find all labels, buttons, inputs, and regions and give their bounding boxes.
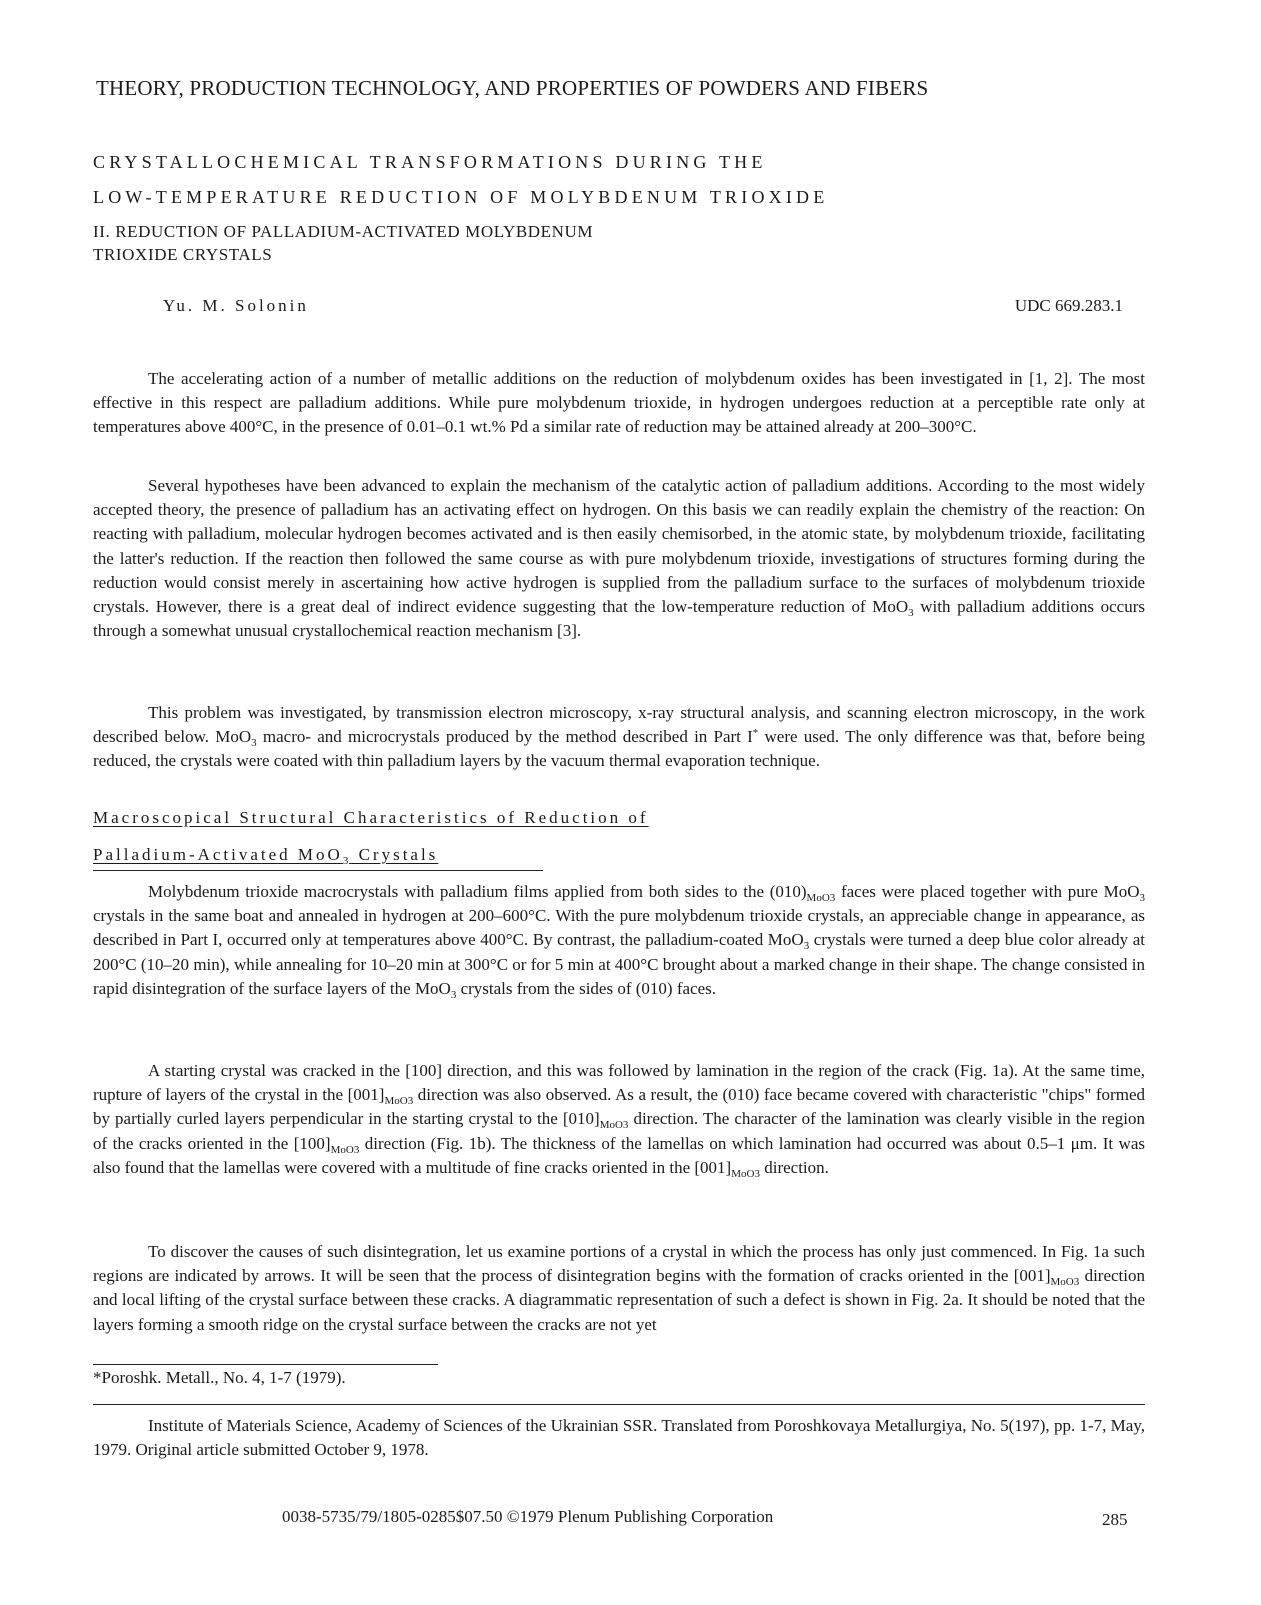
section-banner: THEORY, PRODUCTION TECHNOLOGY, AND PROPERTIES OF POWDERS AND FIBERS <box>96 76 929 100</box>
paragraph-intro: The accelerating action of a number of metallic additions on the reduction of molybdenum oxides has been investigated in [1, 2]. The most effective in this respect are palladium additions. While pure molybdenum trioxide, in hydrogen undergoes reduction at a perceptible rate only at temperatures above 400°C, in the presence of 0.01–0.1 wt.% Pd a similar rate of reduction may be attained already at 200–300°C. <box>93 369 1145 437</box>
p3-footnote-mark: * <box>752 727 759 740</box>
p4-text-a: Molybdenum trioxide macrocrystals with palladium films applied from both sides to the (010) <box>148 882 807 901</box>
page-number: 285 <box>1102 1510 1128 1529</box>
author-name: Yu. M. Solonin <box>163 296 309 315</box>
p5-text-a: A starting crystal was cracked in the [100] direction, and this was followed by lamination in the region of the crack (Fig. 1a). At the same time, rupture of layers of the crystal in the [001] <box>93 1061 1145 1105</box>
p6-text-b: direction and local lifting of the crystal surface between these cracks. A diagrammatic representation of such a defect is shown in Fig. 2a. It should be noted that the layers forming a smooth ridge on the crystal surface between the cracks are not yet <box>93 1266 1145 1334</box>
p5-sub-1: MoO3 <box>384 1095 414 1108</box>
p4-text-c: crystals in the same boat and annealed in hydrogen at 200–600°C. With the pure molybdenum trioxide crystals, an appreciable change in appearance, as described in Part I, occurred only at temperatures above 400°C. By contrast, the palladium-coated MoO <box>93 906 1145 950</box>
p4-sub-1: MoO3 <box>806 892 836 904</box>
p6-sub: MoO3 <box>1050 1276 1080 1289</box>
p5-sub-2: MoO3 <box>599 1119 629 1132</box>
article-subtitle-line-2: TRIOXIDE CRYSTALS <box>93 245 273 264</box>
p4-text-d: crystals were turned a deep blue color already at 200°C (10–20 min), while annealing for 10–20 min at 300°C or for 5 min at 400°C brought about a marked change in their shape. The change consisted in rapid disintegration of the surface layers of the MoO <box>93 930 1145 998</box>
p4-text-b: faces were placed together with pure MoO <box>835 882 1140 901</box>
p4-sub-3: 3 <box>803 940 810 953</box>
section-heading-line-2 <box>93 845 438 865</box>
p2-text-b: with palladium additions occurs through a somewhat unusual crystallochemical reaction mechanism [3]. <box>93 597 1145 641</box>
p5-text-c: direction. The character of the lamination was clearly visible in the region of the cracks oriented in the [100] <box>93 1109 1145 1153</box>
p3-sub: 3 <box>251 737 257 750</box>
section-heading-line-1: Macroscopical Structural Characteristics of Reduction of <box>93 808 649 827</box>
paragraph-disintegration <box>93 1240 1145 1337</box>
p4-sub-4: 3 <box>450 988 457 1001</box>
article-title-line-1: CRYSTALLOCHEMICAL TRANSFORMATIONS DURING THE <box>93 152 767 172</box>
heading-rule <box>93 870 543 871</box>
p5-text-d: direction (Fig. 1b). The thickness of the lamellas on which lamination had occurred was about 0.5–1 μm. It was also found that the lamellas were covered with a multitude of fine cracks oriented in the [001] <box>93 1133 1145 1177</box>
heading2-text-a: Palladium-Activated MoO <box>93 845 343 864</box>
article-title-line-2: LOW-TEMPERATURE REDUCTION OF MOLYBDENUM TRIOXIDE <box>93 187 829 207</box>
paragraph-hypotheses <box>93 474 1145 643</box>
paragraph-method <box>93 701 1145 774</box>
p2-sub: 3 <box>908 607 914 620</box>
paragraph-macrocrystals <box>93 880 1145 1001</box>
heading2-sub: 3 <box>342 855 352 867</box>
p5-sub-4: MoO3 <box>731 1167 760 1180</box>
udc-code: UDC 669.283.1 <box>1014 296 1123 315</box>
p6-text-a: To discover the causes of such disintegration, let us examine portions of a crystal in which the process has only just commenced. In Fig. 1a such regions are indicated by arrows. It will be seen that the process of disintegration begins with the formation of cracks oriented in the [001] <box>93 1242 1145 1286</box>
affiliation-note: Institute of Materials Science, Academy of Sciences of the Ukrainian SSR. Translated from Poroshkovaya Metallurgiya, No. 5(197), pp. 1-7, May, 1979. Original article submitted October 9, 1978. <box>93 1416 1145 1459</box>
heading2-text-b: Crystals <box>351 845 439 864</box>
affiliation-rule <box>93 1404 1145 1405</box>
p4-text-e: crystals from the sides of (010) faces. <box>456 978 716 998</box>
p3-text-a: This problem was investigated, by transmission electron microscopy, x-ray structural analysis, and scanning electron microscopy, in the work described below. MoO <box>93 703 1145 747</box>
footnote: *Poroshk. Metall., No. 4, 1-7 (1979). <box>93 1368 346 1387</box>
p3-text-c: were used. The only difference was that, before being reduced, the crystals were coated with thin palladium layers by the vacuum thermal evaporation technique. <box>93 727 1145 771</box>
paragraph-starting-crystal <box>93 1059 1145 1180</box>
p4-sub-2: 3 <box>1139 892 1145 904</box>
footnote-rule <box>93 1364 438 1365</box>
article-subtitle-line-1: II. REDUCTION OF PALLADIUM-ACTIVATED MOLYBDENUM <box>93 222 594 241</box>
p5-text-b: direction was also observed. As a result, the (010) face became covered with characteristic "chips" formed by partially curled layers perpendicular in the starting crystal to the [010] <box>93 1085 1145 1129</box>
p5-text-e: direction. <box>759 1157 829 1177</box>
publication-code: 0038-5735/79/1805-0285$07.50 ©1979 Plenum Publishing Corporation <box>282 1507 774 1526</box>
p2-text-a: Several hypotheses have been advanced to explain the mechanism of the catalytic action of palladium additions. According to the most widely accepted theory, the presence of palladium has an activating effect on hydrogen. On this basis we can readily explain the chemistry of the reaction: On reacting with palladium, molecular hydrogen becomes activated and is then easily chemisorbed, in the atomic state, by molybdenum trioxide, facilitating the latter's reduction. If the reaction then followed the same course as with pure molybdenum trioxide, investigations of structures forming during the reduction would consist merely in ascertaining how active hydrogen is supplied from the palladium surface to the surfaces of molybdenum trioxide crystals. However, there is a great deal of indirect evidence suggesting that the low-temperature reduction of MoO <box>93 476 1145 617</box>
p5-sub-3: MoO3 <box>330 1143 360 1156</box>
p3-text-b: macro- and microcrystals produced by the method described in Part I <box>256 727 753 747</box>
